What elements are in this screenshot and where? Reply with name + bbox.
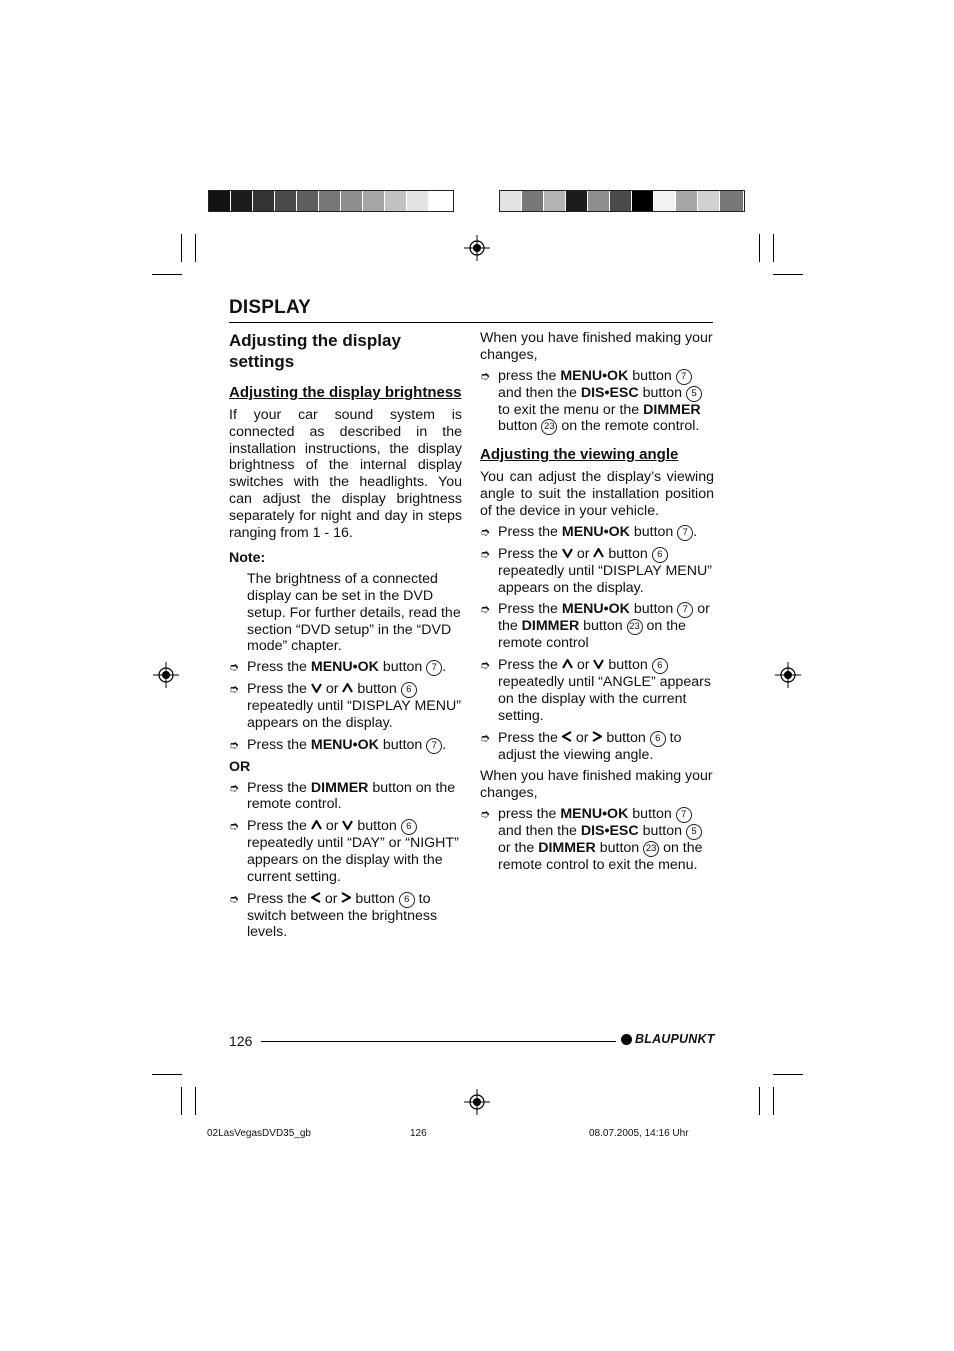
button-number-badge: 7: [677, 602, 693, 618]
crop-mark: [195, 234, 196, 262]
finish-text: When you have finished making your changes,: [480, 330, 713, 363]
viewing-angle-heading: Adjusting the viewing angle: [480, 446, 679, 464]
crop-mark: [773, 1087, 774, 1115]
title-rule: [229, 322, 713, 323]
arrow-right-icon: ➮: [229, 780, 240, 795]
list-item: ➮ Press the MENU•OK button 7 .: [229, 659, 447, 676]
crop-mark: [759, 234, 760, 262]
color-bar-right: [499, 190, 745, 212]
list-item: ➮ Press the or button 6 to adjust the viewing angle.: [480, 729, 682, 763]
arrow-right-icon: ➮: [480, 368, 491, 383]
chevron-right-icon: [592, 731, 602, 742]
arrow-right-icon: ➮: [229, 819, 240, 834]
crop-mark: [152, 1074, 182, 1075]
list-item: ➮ Press the MENU•OK button 7 .: [480, 523, 698, 540]
chevron-left-icon: [562, 731, 572, 742]
note-label: Note:: [229, 550, 266, 567]
arrow-right-icon: ➮: [229, 737, 240, 752]
brand-logo: BLAUPUNKT: [621, 1032, 715, 1046]
button-number-badge: 5: [686, 824, 702, 840]
button-number-badge: 7: [676, 807, 692, 823]
arrow-right-icon: ➮: [480, 730, 491, 745]
list-item: ➮ press the MENU•OK button 7 and then the DIS•ESC button 5 to exit the menu or the DIMMER button 23 on the remote control.: [480, 367, 701, 435]
section-title: DISPLAY: [229, 297, 312, 318]
brightness-intro: If your car sound system is connected as described in the installation instructions, the display brightness of the internal display switches with the headlights. You can adjust the display brightness separately for night and day in steps ranging from 1 - 16.: [229, 407, 462, 541]
arrow-right-icon: ➮: [480, 602, 491, 617]
crop-mark: [152, 274, 182, 275]
file-name: 02LasVegasDVD35_gb: [207, 1128, 311, 1139]
button-number-badge: 6: [652, 658, 668, 674]
blaupunkt-logo-dot: [621, 1034, 632, 1045]
chevron-down-icon: [593, 659, 604, 669]
registration-mark-icon: [153, 662, 179, 688]
color-bar-left: [208, 190, 454, 212]
or-label: OR: [229, 758, 251, 775]
list-item: ➮ Press the MENU•OK button 7 or the DIMMER button 23 on the remote control: [480, 601, 710, 652]
button-number-badge: 6: [401, 682, 417, 698]
list-item: ➮ Press the or button 6 repeatedly until “DISPLAY MENU” appears on the display.: [229, 681, 461, 731]
right-column: [480, 330, 714, 879]
left-column: [229, 330, 462, 946]
slug-page-number: 126: [410, 1128, 427, 1139]
list-item: ➮ Press the or button 6 repeatedly until “DISPLAY MENU” appears on the display.: [480, 545, 712, 596]
crop-mark: [773, 234, 774, 262]
crop-mark: [181, 1087, 182, 1115]
chevron-up-icon: [593, 548, 604, 558]
button-number-badge: 7: [426, 738, 442, 754]
crop-mark: [759, 1087, 760, 1115]
chevron-right-icon: [341, 892, 351, 903]
list-item: ➮ Press the DIMMER button on the remote control.: [229, 779, 456, 813]
chevron-left-icon: [311, 892, 321, 903]
viewing-angle-intro: You can adjust the display’s viewing angle to suit the installation position of the device in your vehicle.: [480, 469, 714, 519]
list-item: ➮ Press the MENU•OK button 7 .: [229, 736, 447, 753]
arrow-right-icon: ➮: [229, 660, 240, 675]
crop-mark: [195, 1087, 196, 1115]
crop-mark: [773, 274, 803, 275]
chevron-down-icon: [342, 820, 353, 830]
brightness-heading: Adjusting the display brightness: [229, 384, 462, 401]
button-number-badge: 23: [541, 419, 557, 435]
chevron-down-icon: [562, 548, 573, 558]
button-number-badge: 6: [399, 892, 415, 908]
arrow-right-icon: ➮: [480, 546, 491, 561]
crop-mark: [773, 1074, 803, 1075]
registration-mark-icon: [775, 662, 801, 688]
button-number-badge: 7: [426, 660, 442, 676]
chevron-down-icon: [311, 683, 322, 693]
chevron-up-icon: [562, 659, 573, 669]
finish-text: When you have finished making your changes,: [480, 768, 713, 802]
footer-rule: [261, 1041, 616, 1042]
list-item: ➮ Press the or button 6 repeatedly until “DAY” or “NIGHT” appears on the display with the current setting.: [229, 818, 459, 885]
list-item: ➮ Press the or button 6 repeatedly until “ANGLE” appears on the display with the current setting.: [480, 657, 711, 724]
button-number-badge: 6: [650, 731, 666, 747]
main-heading: Adjusting the display settings: [229, 331, 401, 371]
chevron-up-icon: [342, 683, 353, 693]
arrow-right-icon: ➮: [480, 658, 491, 673]
button-number-badge: 5: [686, 386, 702, 402]
button-number-badge: 6: [652, 547, 668, 563]
page-number: 126: [229, 1033, 253, 1049]
note-text: The brightness of a connected display can be set in the DVD setup. For further details, read the section “DVD setup” in the “DVD mode” chapter.: [247, 571, 461, 655]
arrow-right-icon: ➮: [229, 682, 240, 697]
crop-mark: [181, 234, 182, 262]
button-number-badge: 7: [677, 525, 693, 541]
button-number-badge: 23: [643, 841, 659, 857]
registration-mark-icon: [464, 235, 490, 261]
registration-mark-icon: [464, 1089, 490, 1115]
arrow-right-icon: ➮: [229, 891, 240, 906]
button-number-badge: 7: [676, 369, 692, 385]
button-number-badge: 6: [401, 819, 417, 835]
list-item: ➮ Press the or button 6 to switch between the brightness levels.: [229, 890, 438, 941]
timestamp: 08.07.2005, 14:16 Uhr: [589, 1128, 689, 1139]
arrow-right-icon: ➮: [480, 806, 491, 821]
arrow-right-icon: ➮: [480, 524, 491, 539]
list-item: ➮ press the MENU•OK button 7 and then the DIS•ESC button 5 or the DIMMER button 23 on the remote control to exit the menu.: [480, 805, 703, 873]
chevron-up-icon: [311, 820, 322, 830]
button-number-badge: 23: [627, 619, 643, 635]
